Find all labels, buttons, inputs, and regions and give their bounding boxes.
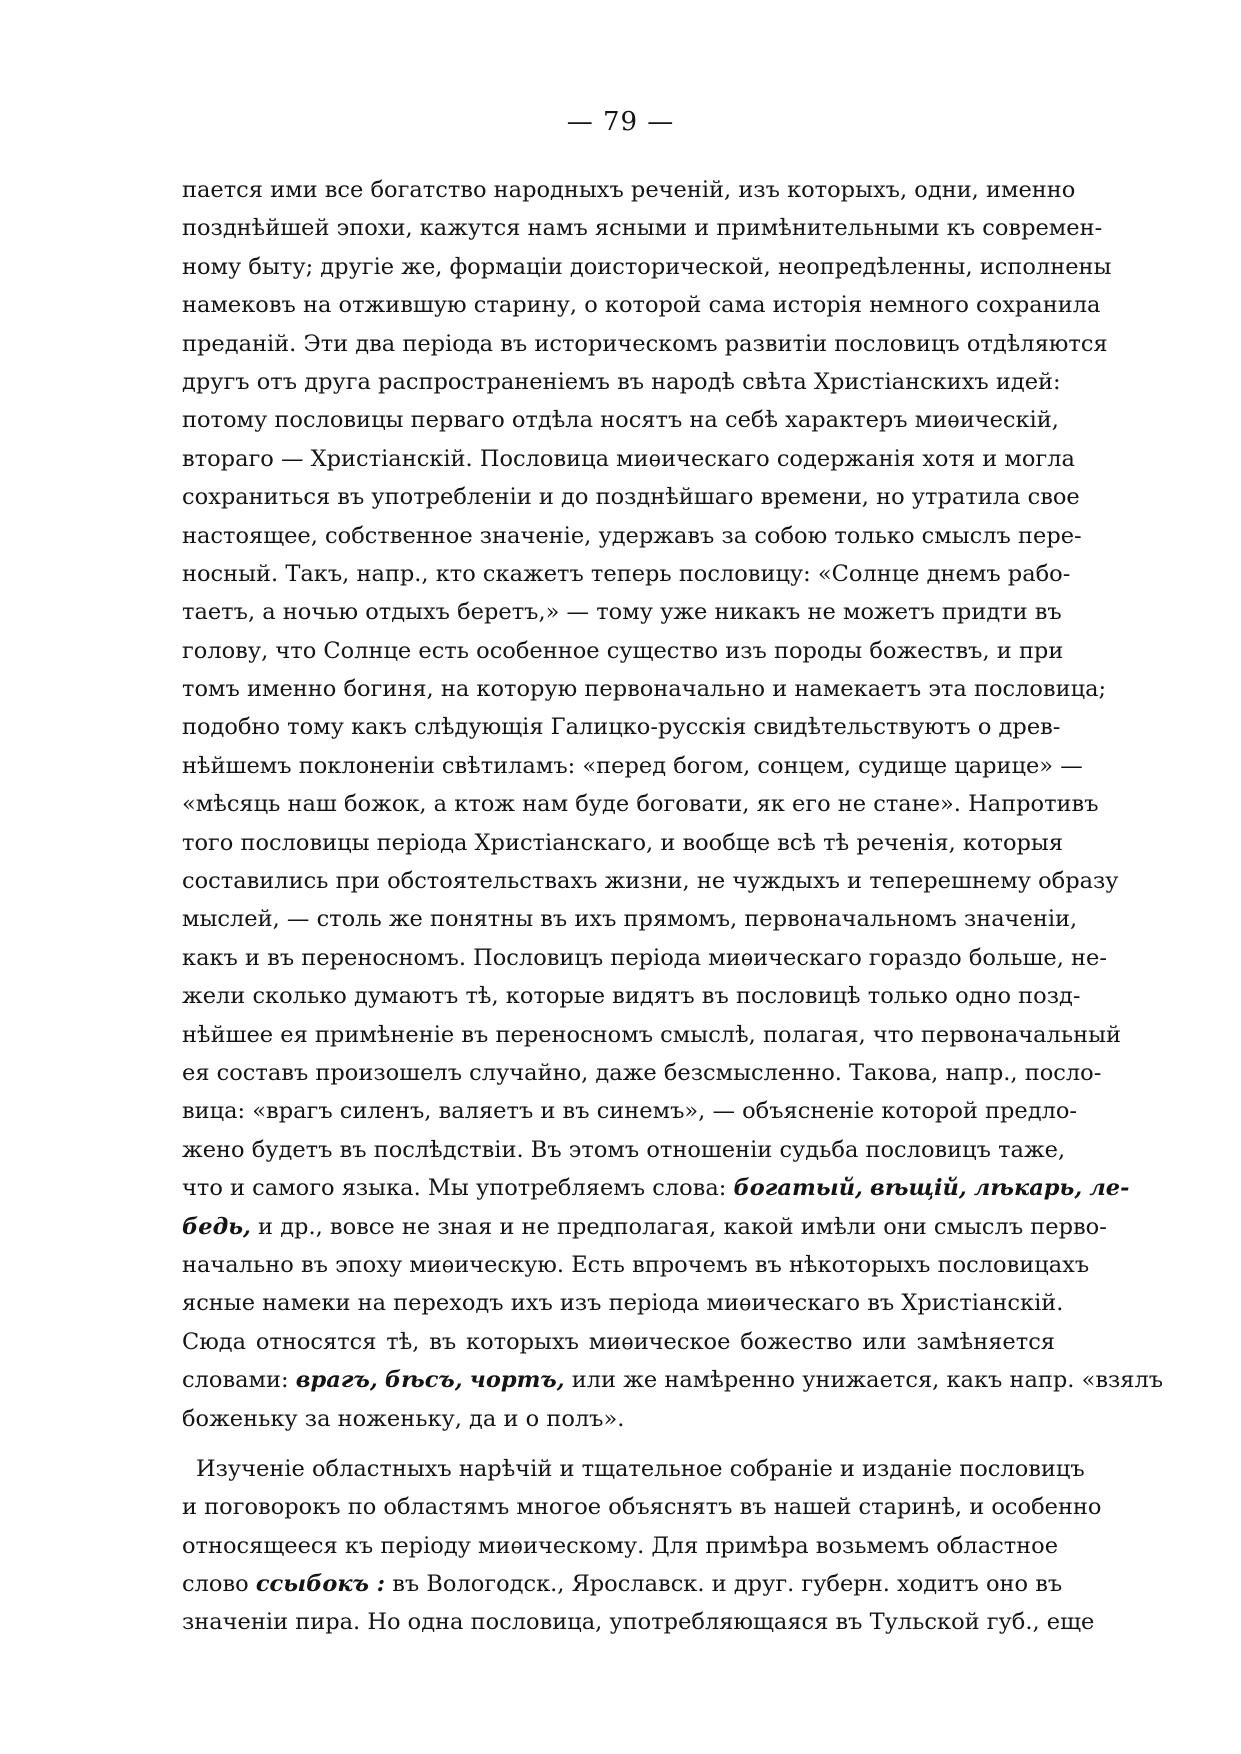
text-run: и др., вовсе не зная и не предполагая, какой имѣли они смыслъ перво- [250, 1213, 1107, 1240]
text-line: мыслей, — столь же понятны въ ихъ прямомъ, первоначальномъ значеніи, [182, 906, 1078, 933]
paragraph-1 [182, 171, 1164, 1438]
text-line: томъ именно богиня, на которую первоначально и намекаетъ эта пословица; [182, 676, 1107, 703]
text-line: втораго — Христіанскій. Пословица миѳическаго содержанія хотя и могла [182, 445, 1075, 472]
text-run: словами: [182, 1367, 296, 1394]
text-line: начально въ эпоху миѳическую. Есть впрочемъ въ нѣкоторыхъ пословицахъ [182, 1251, 1090, 1278]
text-line: того пословицы періода Христіанскаго, и вообще всѣ тѣ реченія, которыя [182, 829, 1064, 856]
text-body [182, 171, 1164, 1642]
italic-term: ле- [1089, 1175, 1130, 1202]
text-line: ея составъ произошелъ случайно, даже безсмысленно. Такова, напр., посло- [182, 1059, 1102, 1086]
italic-term: врагъ, [295, 1367, 378, 1394]
italic-term: лѣкарь, [973, 1175, 1083, 1202]
text-line: таетъ, а ночью отдыхъ беретъ,» — тому уже никакъ не можетъ придти въ [182, 599, 1062, 626]
text-line-with-italics [182, 1208, 1107, 1246]
italic-term: чортъ, [469, 1367, 565, 1394]
text-line: какъ и въ переносномъ. Пословицъ періода миѳическаго гораздо больше, не- [182, 944, 1107, 971]
paragraph-gap [182, 1438, 1055, 1450]
text-line-last: боженьку за ноженьку, да и о полъ». [182, 1405, 625, 1432]
text-line: преданій. Эти два періода въ историческомъ развитіи пословицъ отдѣляются [182, 330, 1108, 357]
text-line: жели сколько думаютъ тѣ, которые видятъ въ пословицѣ только одно позд- [182, 983, 1081, 1010]
text-line: потому пословицы перваго отдѣла носятъ на себѣ характеръ миѳическій, [182, 407, 1059, 434]
italic-term: вѣщій, [870, 1175, 967, 1202]
text-line: Сюда относятся тѣ, въ которыхъ миѳическое божество или замѣняется [182, 1328, 1055, 1355]
text-line: подобно тому какъ слѣдующія Галицко-русскія свидѣтельствуютъ о древ- [182, 714, 1061, 741]
text-run: слово [182, 1571, 256, 1598]
page-number: — 79 — [566, 107, 675, 137]
text-line: нѣйшее ея примѣненіе въ переносномъ смыслѣ, полагая, что первоначальный [182, 1021, 1122, 1048]
text-line-with-italics [182, 1565, 1063, 1603]
text-line: позднѣйшей эпохи, кажутся намъ ясными и примѣнительными къ современ- [182, 215, 1103, 242]
text-line: ному быту; другіе же, формаціи доисторической, неопредѣленны, исполнены [182, 253, 1112, 280]
text-line: относящееся къ періоду миѳическому. Для примѣра возьмемъ областное [182, 1532, 1059, 1559]
text-line-indented: Изученіе областныхъ нарѣчій и тщательное собраніе и изданіе пословицъ [196, 1455, 1085, 1482]
text-line: настоящее, собственное значеніе, удержавъ за собою только смыслъ пере- [182, 522, 1082, 549]
text-line: пается ими все богатство народныхъ реченій, изъ которыхъ, одни, именно [182, 177, 1076, 203]
text-line: значеніи пира. Но одна пословица, употребляющаяся въ Тульской губ., еще [182, 1609, 1095, 1636]
text-line-with-italics [182, 1169, 1130, 1207]
paragraph-2 [182, 1450, 1102, 1642]
text-line: нѣйшемъ поклоненіи свѣтиламъ: «перед богом, сонцем, судище царице» — [182, 752, 1083, 779]
text-line: составились при обстоятельствахъ жизни, не чуждыхъ и теперешнему образу [182, 868, 1119, 895]
text-line: голову, что Солнце есть особенное существо изъ породы божествъ, и при [182, 637, 1064, 664]
text-line: «мѣсяць наш божок, а ктож нам буде боговати, як его не стане». Напротивъ [182, 791, 1099, 818]
italic-term: бѣсъ, [384, 1367, 463, 1394]
text-run: или же намѣренно унижается, какъ напр. «взялъ [564, 1367, 1164, 1394]
italic-term: богатый, [733, 1175, 863, 1202]
text-line: сохраниться въ употребленіи и до позднѣйшаго времени, но утратила свое [182, 484, 1080, 511]
text-line: намековъ на отжившую старину, о которой сама исторія немного сохранила [182, 292, 1101, 319]
italic-term: бедь, [182, 1213, 251, 1240]
text-run: что и самого языка. Мы употребляемъ слова: [182, 1175, 734, 1202]
text-line: вица: «врагъ силенъ, валяетъ и въ синемъ», — объясненіе которой предло- [182, 1098, 1078, 1125]
text-line: жено будетъ въ послѣдствіи. Въ этомъ отношеніи судьба пословицъ таже, [182, 1136, 1066, 1163]
text-line: другъ отъ друга распространеніемъ въ народѣ свѣта Христіанскихъ идей: [182, 368, 1061, 395]
text-line: и поговорокъ по областямъ многое объяснятъ въ нашей старинѣ, и особенно [182, 1494, 1102, 1521]
text-line-with-italics [182, 1361, 1164, 1399]
italic-term: ссыбокъ : [255, 1571, 386, 1598]
text-run: въ Вологодск., Ярославск. и друг. губерн. ходитъ оно въ [385, 1571, 1063, 1598]
text-line: носный. Такъ, напр., кто скажетъ теперь пословицу: «Солнце днемъ рабо- [182, 560, 1071, 587]
text-line: ясные намеки на переходъ ихъ изъ періода миѳическаго въ Христіанскій. [182, 1290, 1064, 1317]
